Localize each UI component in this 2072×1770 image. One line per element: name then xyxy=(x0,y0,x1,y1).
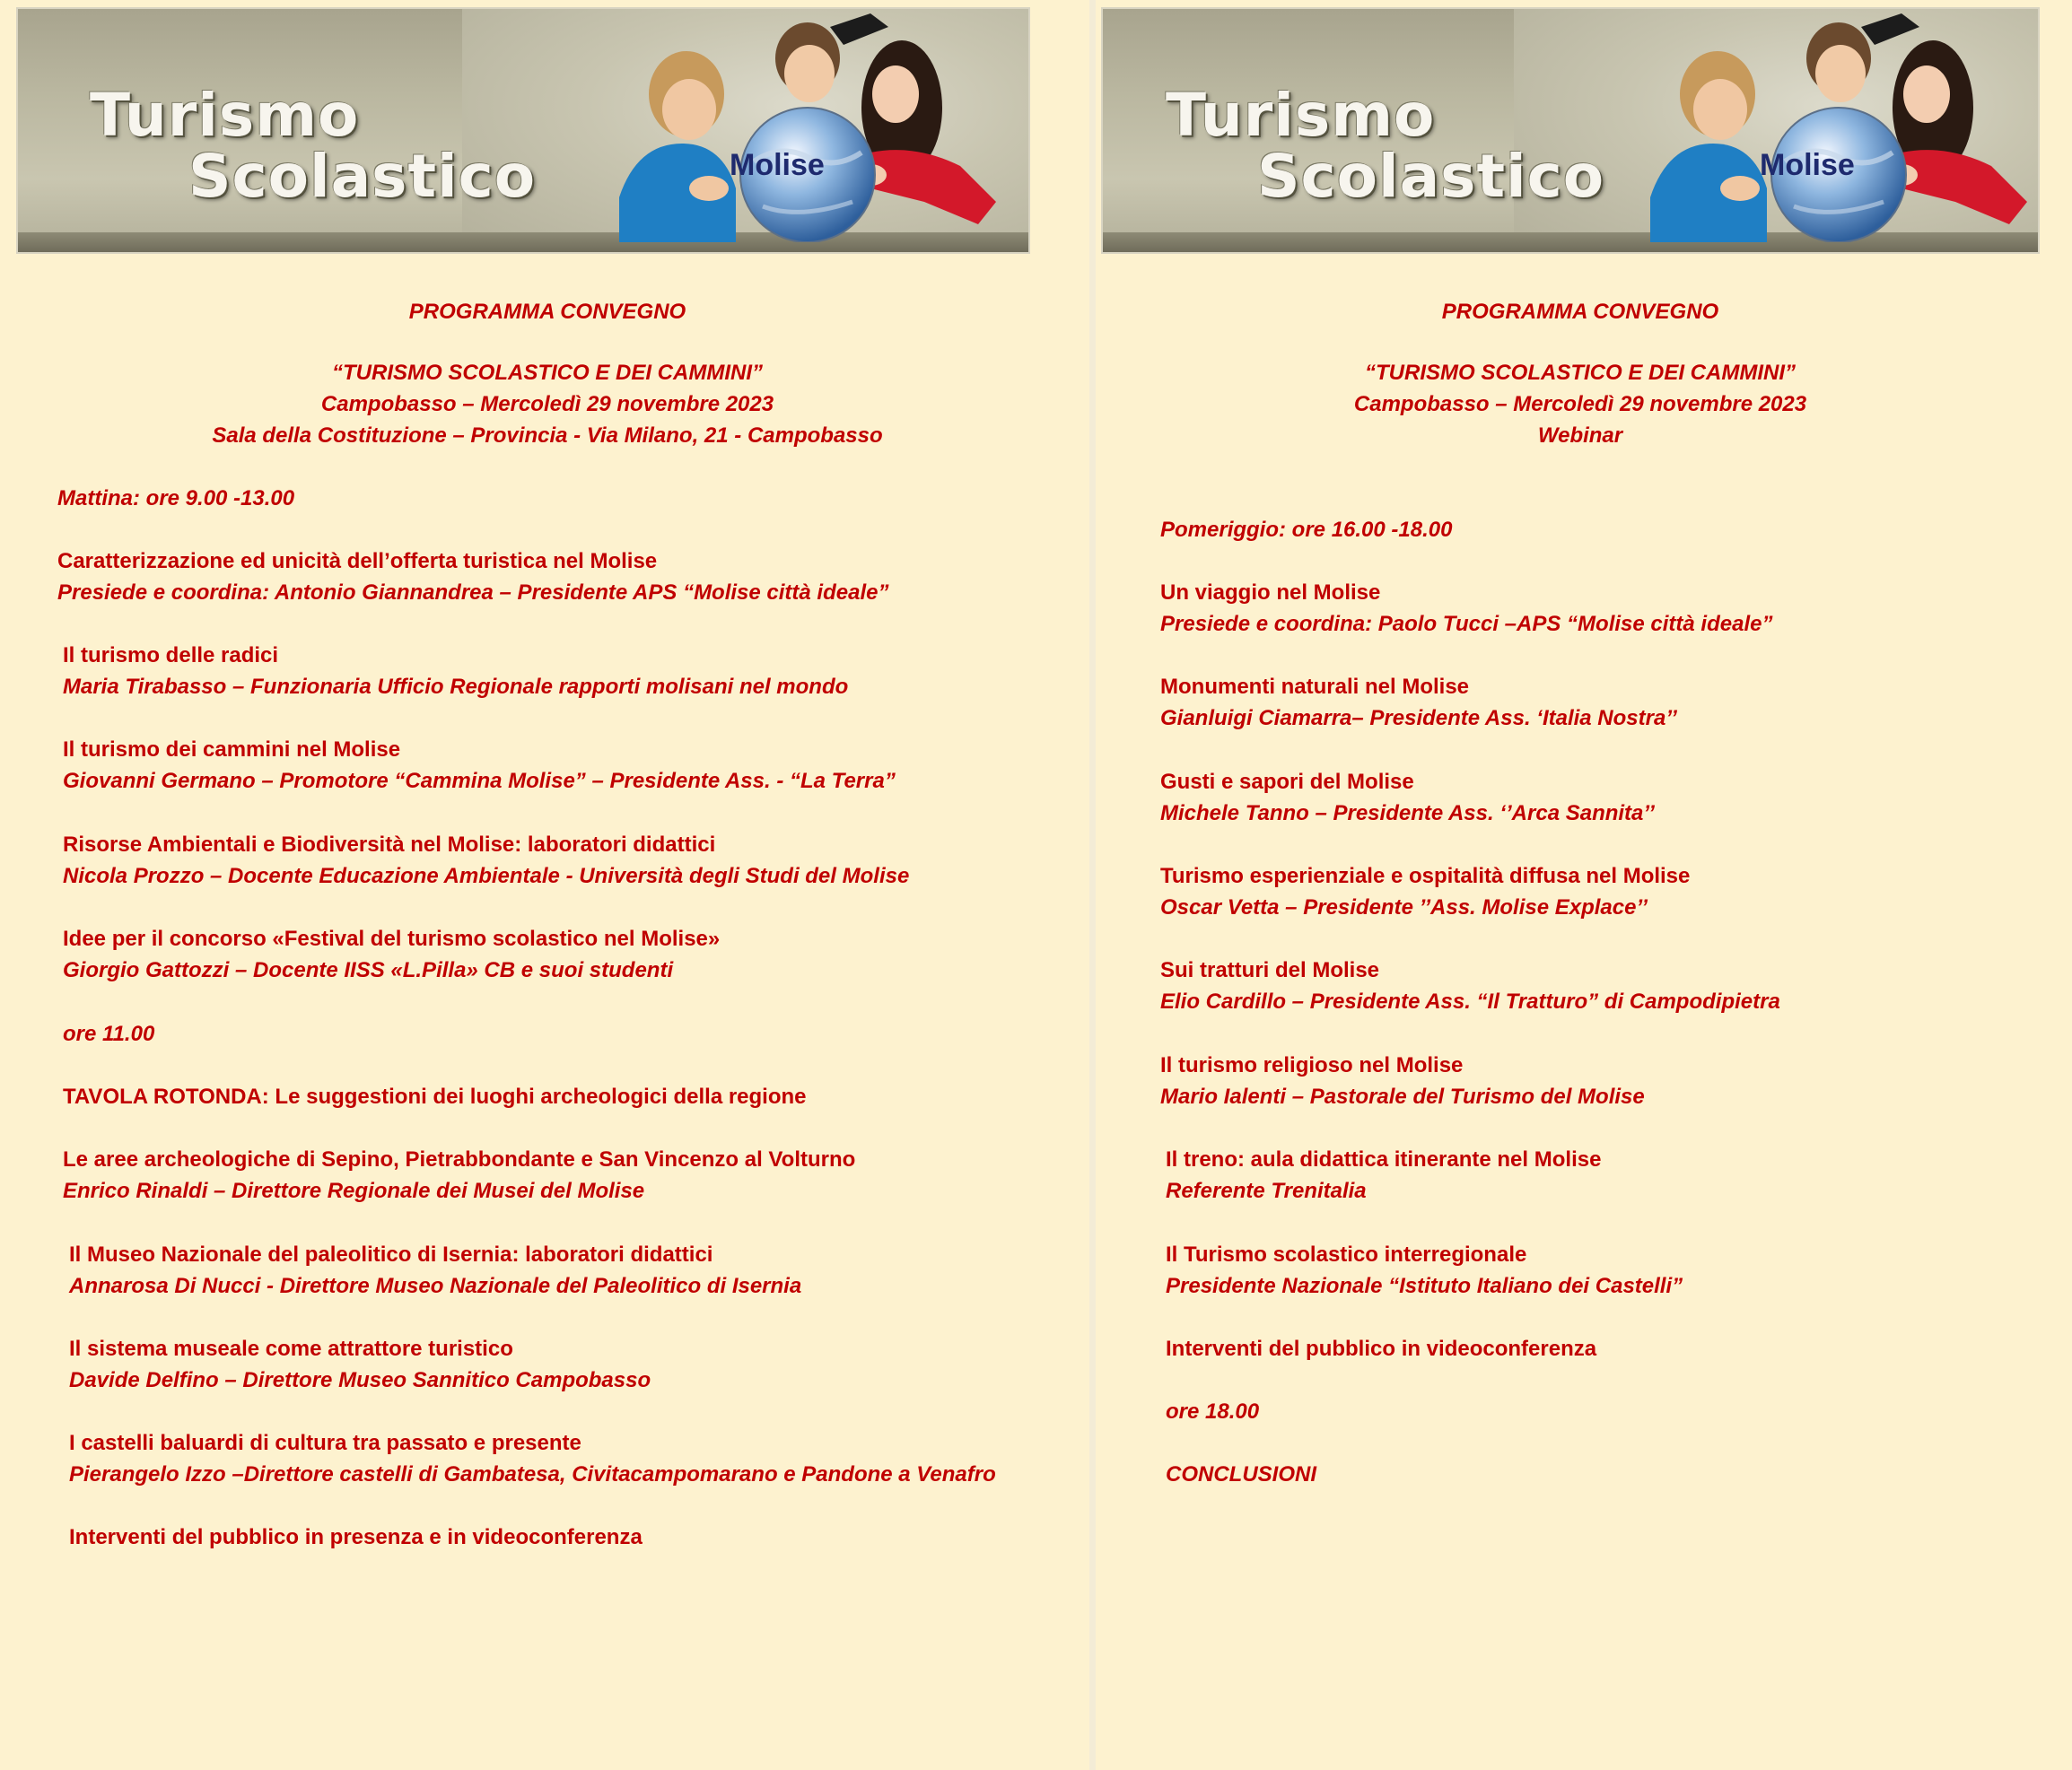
agenda-speaker: Presiede e coordina: Paolo Tucci –APS “Molise città ideale” xyxy=(1160,612,1773,636)
students-globe-illustration xyxy=(1632,9,2040,242)
agenda-speaker: Michele Tanno – Presidente Ass. ‘’Arca Sannita’’ xyxy=(1160,801,1655,825)
round-table-title: TAVOLA ROTONDA: Le suggestioni dei luoghi archeologici della regione xyxy=(63,1085,807,1109)
program-page-afternoon xyxy=(1096,0,2072,1770)
conclusions: CONCLUSIONI xyxy=(1166,1462,1316,1487)
agenda-speaker: Elio Cardillo – Presidente Ass. “Il Tratturo” di Campodipietra xyxy=(1160,990,1780,1014)
agenda-topic: I castelli baluardi di cultura tra passato e presente xyxy=(69,1431,581,1455)
agenda-speaker: Annarosa Di Nucci - Direttore Museo Nazionale del Paleolitico di Isernia xyxy=(69,1274,802,1298)
public-interventions: Interventi del pubblico in presenza e in videoconferenza xyxy=(69,1525,643,1549)
globe-label: Molise xyxy=(730,148,825,182)
event-venue: Sala della Costituzione – Provincia - Via Milano, 21 - Campobasso xyxy=(212,423,883,448)
program-heading: PROGRAMMA CONVEGNO xyxy=(1441,300,1719,324)
banner-title-line1: Turismo xyxy=(90,81,360,150)
program-heading: PROGRAMMA CONVEGNO xyxy=(408,300,686,324)
banner-turismo-scolastico xyxy=(16,7,1030,254)
agenda-topic: Risorse Ambientali e Biodiversità nel Molise: laboratori didattici xyxy=(63,833,716,857)
agenda-speaker: Nicola Prozzo – Docente Educazione Ambientale - Università degli Studi del Molise xyxy=(63,864,910,888)
globe-label: Molise xyxy=(1760,148,1855,182)
agenda-topic: Gusti e sapori del Molise xyxy=(1160,770,1414,794)
session-time: Pomeriggio: ore 16.00 -18.00 xyxy=(1160,518,1453,542)
session-time: Mattina: ore 9.00 -13.00 xyxy=(57,486,295,510)
banner-turismo-scolastico xyxy=(1101,7,2040,254)
event-date: Campobasso – Mercoledì 29 novembre 2023 xyxy=(320,392,774,416)
agenda-speaker: Referente Trenitalia xyxy=(1166,1179,1367,1203)
agenda-topic: Caratterizzazione ed unicità dell’offerta turistica nel Molise xyxy=(57,549,658,573)
agenda-topic: Il Museo Nazionale del paleolitico di Isernia: laboratori didattici xyxy=(69,1242,713,1267)
agenda-topic: Sui tratturi del Molise xyxy=(1160,958,1380,982)
agenda-topic: Il treno: aula didattica itinerante nel Molise xyxy=(1166,1147,1602,1172)
students-globe-illustration xyxy=(601,9,1014,242)
agenda-topic: Il turismo religioso nel Molise xyxy=(1160,1053,1464,1077)
agenda-speaker: Mario Ialenti – Pastorale del Turismo del Molise xyxy=(1160,1085,1645,1109)
agenda-speaker: Giovanni Germano – Promotore “Cammina Molise” – Presidente Ass. - “La Terra” xyxy=(63,769,896,793)
banner-title-line1: Turismo xyxy=(1166,81,1436,150)
banner-title-line2: Scolastico xyxy=(1257,142,1605,211)
agenda-speaker: Davide Delfino – Direttore Museo Sannitico Campobasso xyxy=(69,1368,651,1392)
agenda-topic: Il sistema museale come attrattore turistico xyxy=(69,1337,513,1361)
agenda-topic: Turismo esperienziale e ospitalità diffusa nel Molise xyxy=(1160,864,1691,888)
agenda-speaker: Pierangelo Izzo –Direttore castelli di Gambatesa, Civitacampomarano e Pandone a Venafro xyxy=(69,1462,996,1487)
agenda-topic: Le aree archeologiche di Sepino, Pietrabbondante e San Vincenzo al Volturno xyxy=(63,1147,856,1172)
break-time: ore 11.00 xyxy=(63,1022,155,1046)
event-mode: Webinar xyxy=(1537,423,1623,448)
agenda-speaker: Presidente Nazionale “Istituto Italiano dei Castelli” xyxy=(1166,1274,1683,1298)
agenda-speaker: Presiede e coordina: Antonio Giannandrea – Presidente APS “Molise città ideale” xyxy=(57,580,889,605)
agenda-topic: Il turismo dei cammini nel Molise xyxy=(63,737,401,762)
agenda-topic: Idee per il concorso «Festival del turismo scolastico nel Molise» xyxy=(63,927,721,951)
agenda-speaker: Oscar Vetta – Presidente ’’Ass. Molise Explace’’ xyxy=(1160,895,1648,920)
agenda-speaker: Gianluigi Ciamarra– Presidente Ass. ‘Italia Nostra’’ xyxy=(1160,706,1677,730)
agenda-speaker: Enrico Rinaldi – Direttore Regionale dei Musei del Molise xyxy=(63,1179,645,1203)
agenda-speaker: Giorgio Gattozzi – Docente IISS «L.Pilla» CB e suoi studenti xyxy=(63,958,674,982)
event-date: Campobasso – Mercoledì 29 novembre 2023 xyxy=(1353,392,1807,416)
agenda-topic: Monumenti naturali nel Molise xyxy=(1160,675,1470,699)
agenda-topic: Un viaggio nel Molise xyxy=(1160,580,1381,605)
end-time: ore 18.00 xyxy=(1166,1399,1260,1424)
event-title: “TURISMO SCOLASTICO E DEI CAMMINI” xyxy=(1365,361,1796,385)
agenda-topic: Il Turismo scolastico interregionale xyxy=(1166,1242,1527,1267)
agenda-topic: Il turismo delle radici xyxy=(63,643,279,667)
banner-title-line2: Scolastico xyxy=(188,142,537,211)
event-title: “TURISMO SCOLASTICO E DEI CAMMINI” xyxy=(332,361,763,385)
agenda-speaker: Maria Tirabasso – Funzionaria Ufficio Regionale rapporti molisani nel mondo xyxy=(63,675,849,699)
public-interventions: Interventi del pubblico in videoconferenza xyxy=(1166,1337,1597,1361)
